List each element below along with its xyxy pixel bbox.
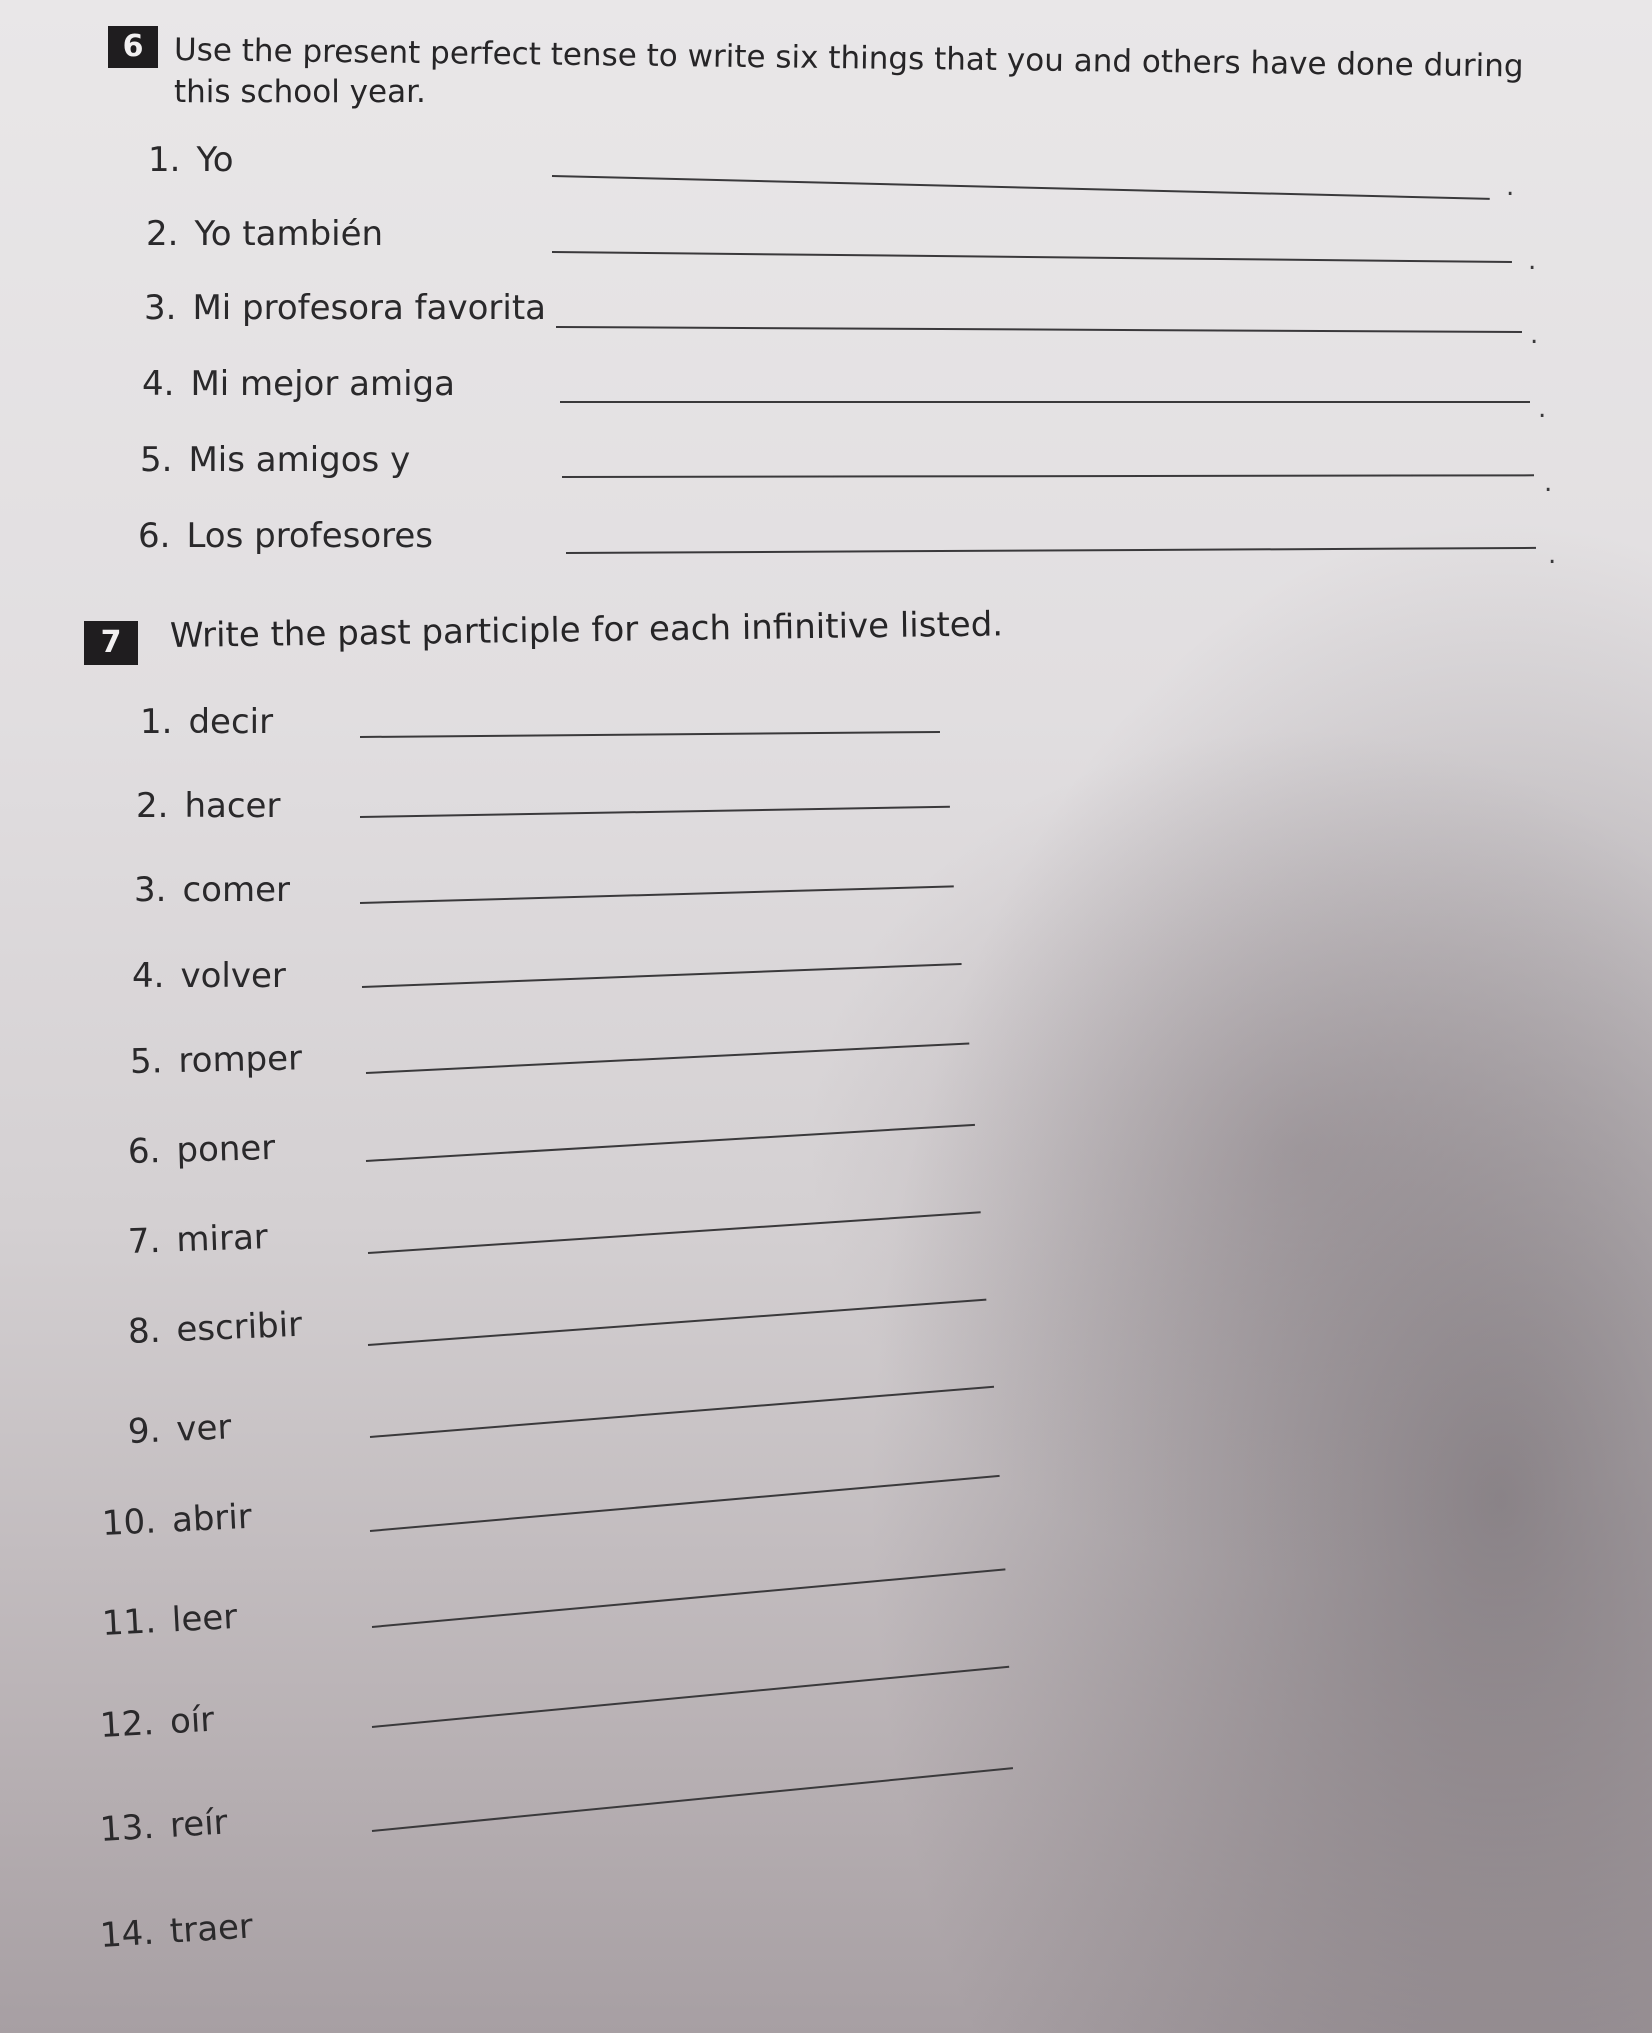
s7-item-8 [127, 1305, 303, 1352]
s6-item-number: 6. [138, 516, 171, 556]
s7-item-number: 12. [98, 1703, 156, 1746]
s7-item-4 [132, 956, 286, 996]
s6-item-number: 3. [144, 288, 177, 328]
s7-answer-line-2[interactable] [360, 806, 950, 818]
s7-item-prompt: mirar [175, 1217, 269, 1261]
s7-item-13 [99, 1802, 229, 1850]
s7-item-number: 10. [101, 1501, 157, 1544]
s7-item-5 [130, 1038, 303, 1082]
s7-item-6 [127, 1128, 275, 1172]
s7-item-prompt: comer [182, 870, 290, 910]
s7-item-prompt: escribir [175, 1304, 303, 1350]
s6-item-2 [146, 214, 383, 254]
section-7-number-badge: 7 [84, 621, 138, 665]
s6-answer-line-4[interactable] [560, 401, 1530, 403]
s6-item-prompt: Yo [196, 140, 234, 180]
s6-item-number: 1. [148, 140, 181, 180]
s6-item-prompt: Mis amigos y [188, 440, 411, 480]
s7-item-2 [136, 786, 280, 826]
s6-item-number: 5. [140, 440, 173, 480]
s7-answer-line-3[interactable] [360, 885, 954, 904]
s7-answer-line-13[interactable] [372, 1767, 1013, 1832]
s6-item-prompt: Yo también [194, 214, 384, 254]
s6-period-5: . [1544, 468, 1553, 498]
s7-item-prompt: reír [168, 1802, 229, 1846]
s7-item-number: 5. [129, 1041, 163, 1082]
section-6-instruction-line-1: Use the present perfect tense to write six things that you and others have done during [173, 32, 1524, 85]
s7-answer-line-6[interactable] [366, 1124, 975, 1162]
s7-answer-line-9[interactable] [370, 1386, 994, 1438]
s7-item-prompt: decir [188, 702, 274, 742]
s7-item-prompt: abrir [171, 1496, 253, 1541]
s7-item-prompt: leer [170, 1596, 239, 1641]
s6-answer-line-2[interactable] [552, 251, 1512, 263]
s7-item-number: 11. [100, 1601, 158, 1644]
s7-answer-line-8[interactable] [368, 1299, 986, 1346]
s7-item-number: 7. [127, 1220, 162, 1262]
s7-item-12 [99, 1700, 215, 1746]
s7-item-number: 9. [127, 1410, 162, 1452]
s6-answer-line-6[interactable] [566, 547, 1536, 554]
s6-period-3: . [1530, 320, 1539, 350]
s7-item-number: 2. [136, 786, 169, 826]
s7-answer-line-7[interactable] [368, 1211, 981, 1254]
s7-item-7 [127, 1217, 268, 1262]
s7-item-number: 6. [127, 1131, 161, 1172]
s6-item-3 [144, 288, 546, 328]
s6-answer-line-3[interactable] [556, 326, 1522, 333]
s7-item-11 [101, 1597, 238, 1644]
s7-item-number: 14. [98, 1912, 156, 1956]
s6-item-number: 4. [142, 364, 175, 404]
s7-item-14 [99, 1906, 254, 1956]
section-6-instruction-line-2: this school year. [174, 74, 426, 110]
s6-period-4: . [1538, 394, 1547, 424]
s7-item-prompt: oír [168, 1699, 216, 1743]
s7-item-1 [140, 702, 273, 742]
s6-item-prompt: Mi mejor amiga [190, 364, 455, 404]
s7-item-number: 13. [98, 1806, 156, 1850]
s7-answer-line-4[interactable] [362, 963, 962, 988]
s7-item-9 [127, 1407, 232, 1452]
s6-item-6 [138, 516, 433, 556]
s7-item-number: 3. [134, 870, 167, 910]
s7-item-prompt: romper [178, 1038, 303, 1081]
s7-item-10 [101, 1497, 253, 1544]
s7-item-prompt: poner [175, 1127, 276, 1171]
section-6-number-badge: 6 [108, 26, 158, 68]
s6-answer-line-5[interactable] [562, 474, 1534, 478]
s6-item-prompt: Mi profesora favorita [192, 288, 546, 328]
s6-period-2: . [1528, 246, 1537, 276]
s6-answer-line-1[interactable] [552, 175, 1490, 200]
s7-answer-line-1[interactable] [360, 731, 940, 738]
s6-period-1: . [1506, 172, 1515, 202]
s7-item-prompt: traer [168, 1906, 255, 1952]
s6-period-6: . [1548, 540, 1557, 570]
section-7-instruction: Write the past participle for each infinitive listed. [169, 604, 1004, 656]
s6-item-1 [148, 140, 234, 180]
s7-item-prompt: volver [180, 956, 286, 996]
s7-item-number: 1. [140, 702, 173, 742]
s7-answer-line-11[interactable] [372, 1568, 1006, 1628]
s6-item-prompt: Los profesores [186, 516, 434, 556]
s7-item-3 [134, 870, 290, 910]
s7-item-number: 4. [132, 956, 165, 996]
s7-item-number: 8. [127, 1310, 162, 1352]
s7-answer-line-12[interactable] [372, 1666, 1009, 1728]
s7-answer-line-10[interactable] [370, 1475, 1000, 1532]
s6-item-4 [142, 364, 455, 404]
s6-item-5 [140, 440, 410, 480]
s6-item-number: 2. [146, 214, 179, 254]
s7-answer-line-5[interactable] [366, 1042, 969, 1074]
s7-item-prompt: hacer [184, 786, 281, 826]
s7-item-prompt: ver [175, 1407, 233, 1450]
